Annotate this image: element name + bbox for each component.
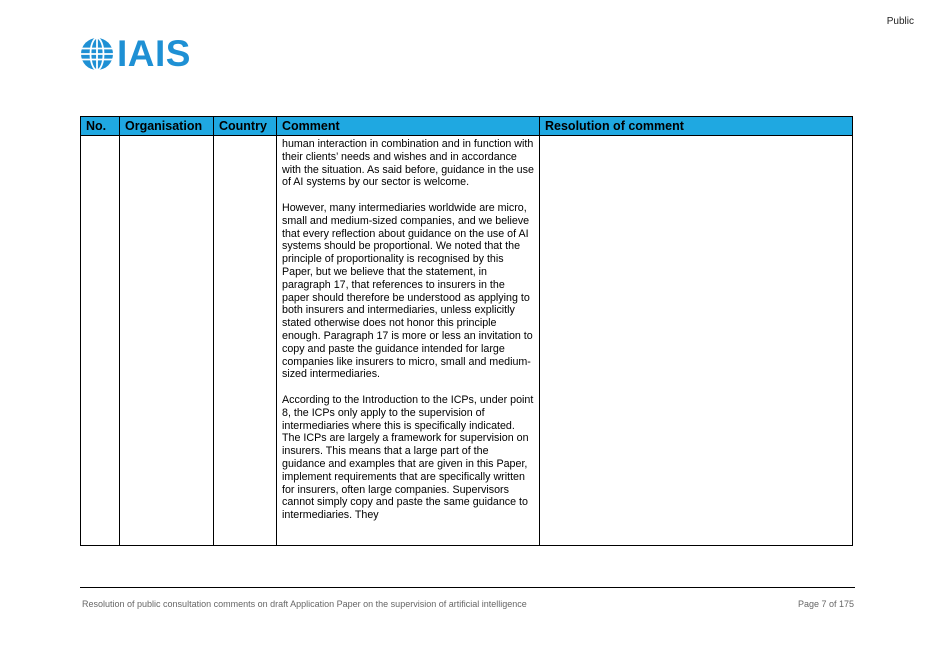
globe-icon [80, 37, 114, 71]
logo-text: IAIS [117, 33, 191, 74]
cell-comment [277, 136, 540, 546]
footer-document-title: Resolution of public consultation comments on draft Application Paper on the supervision of artificial intelligence [82, 599, 527, 609]
comment-paragraph: However, many intermediaries worldwide are micro, small and medium-sized companies, and we believe that every reflection about guidance on the use of AI systems should be proportional. We noted that the principle of proportionality is recognised by this Paper, but we believe that the statement, in paragraph 17, that references to insurers in the paper should therefore be understood as applying to both insurers and intermediaries, unless explicitly stated otherwise does not honor this principle enough. Paragraph 17 is more or less an invitation to copy and paste the guidance intended for large companies like insurers to micro, small and medium-sized intermediaries. [282, 201, 533, 381]
comment-paragraph: According to the Introduction to the ICPs, under point 8, the ICPs only apply to the supervision of intermediaries where this is specifically indicated. The ICPs are largely a framework for supervision on insurers. This means that a large part of the guidance and examples that are given in this Paper, implement requirements that are specifically written for insurers, often large companies. Supervisors cannot simply copy and paste the same guidance to intermediaries. They [282, 393, 534, 522]
column-header-resolution: Resolution of comment [540, 117, 853, 136]
column-header-country: Country [214, 117, 277, 136]
column-header-comment: Comment [277, 117, 540, 136]
column-header-organisation: Organisation [120, 117, 214, 136]
table-row [81, 136, 853, 546]
cell-resolution [540, 136, 853, 546]
cell-country [214, 136, 277, 546]
footer-page-number: Page 7 of 175 [797, 599, 854, 609]
cell-organisation [120, 136, 214, 546]
column-header-no: No. [81, 117, 120, 136]
comment-paragraph: human interaction in combination and in function with their clients’ needs and wishes and in accordance with the situation. As said before, guidance in the use of AI systems by our sector is welcome. [282, 138, 534, 189]
classification-label: Public [886, 16, 914, 27]
table-header-row [81, 117, 853, 136]
cell-no [81, 136, 120, 546]
iais-logo [80, 35, 191, 72]
comments-table [80, 116, 853, 546]
footer-divider [80, 587, 855, 588]
